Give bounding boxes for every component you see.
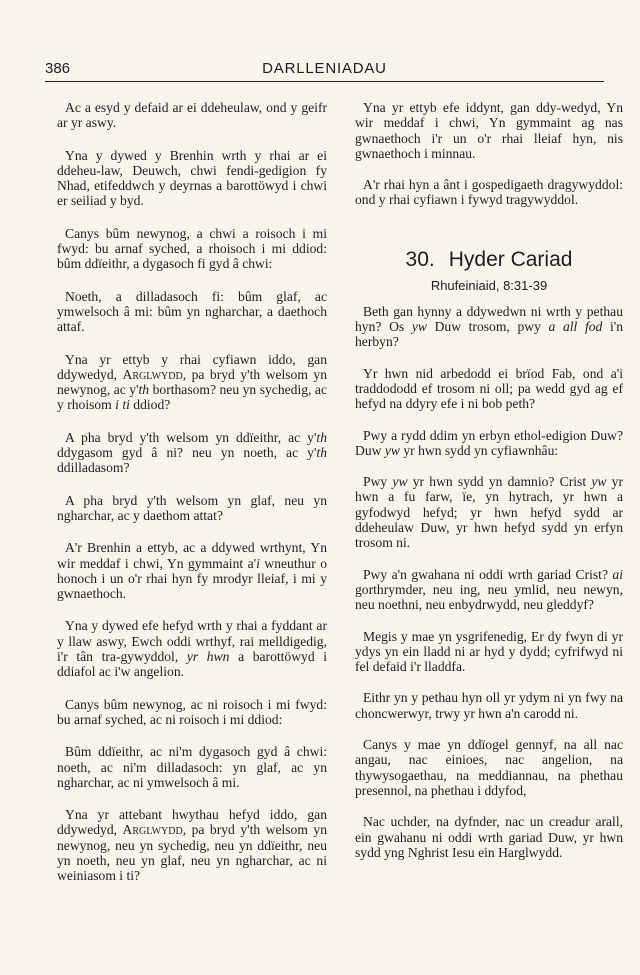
italic-text: a all fod: [548, 319, 603, 335]
verse-text: Yna yr ettyb y rhai cyfiawn iddo, gan ddywedyd,: [57, 351, 327, 382]
header-rule: [45, 81, 604, 82]
verse-paragraph: [57, 430, 327, 476]
left-column: [57, 100, 327, 901]
verse-text: wneuthur o honoch i un o'r rhai hyn fy mrodyr lleiaf, i mi y gwnaethoch.: [57, 555, 327, 602]
verse-paragraph: [355, 474, 623, 550]
verse-paragraph: [355, 629, 623, 675]
verse-text: Canys y mae yn ddïogel gennyf, na all nac angau, nac einioes, nac angelion, na thywysogaethau, na meddiannau, na phethau presennol, na phethau i ddyfod,: [355, 737, 623, 798]
verse-paragraph: [57, 807, 327, 883]
verse-paragraph: [57, 618, 327, 679]
hymn-reading: [355, 304, 623, 860]
small-caps-text: Arglwydd: [122, 366, 183, 382]
verse-text: Yna yr attebant hwythau hefyd iddo, gan ddywedyd,: [57, 807, 327, 838]
verse-text: A pha bryd y'th welsom yn ddïeithr, ac y': [65, 429, 317, 445]
italic-text: yw: [392, 474, 408, 490]
verse-paragraph: [355, 567, 623, 613]
verse-paragraph: [355, 428, 623, 459]
verse-text: gorthrymder, neu ing, neu ymlid, neu newyn, neu noethni, neu enbydrwydd, neu gleddyf?: [355, 581, 623, 613]
italic-text: yr hwn: [186, 649, 230, 665]
italic-text: i ti: [115, 397, 130, 413]
italic-text: yw: [411, 319, 427, 335]
verse-paragraph: [57, 540, 327, 601]
hymn-title: Hyder Cariad: [448, 247, 573, 271]
page-header: [45, 58, 604, 80]
verse-text: A'r rhai hyn a ânt i gospedigaeth dragywyddol: ond y rhai cyfiawn i fywyd tragywyddol.: [355, 177, 623, 208]
verse-paragraph: [57, 352, 327, 413]
verse-text: Ac a esyd y defaid ar ei ddeheulaw, ond y geifr ar yr aswy.: [57, 100, 327, 131]
scripture-reference: Rhufeiniaid, 8:31-39: [430, 277, 548, 293]
italic-text: ai: [612, 566, 623, 582]
hymn-number: 30.: [405, 247, 435, 271]
italic-text: i: [256, 555, 260, 571]
small-caps-text: Arglwydd: [122, 822, 183, 838]
verse-paragraph: [57, 289, 327, 335]
verse-paragraph: [355, 177, 623, 208]
italic-text: th: [138, 382, 150, 398]
verse-text: A pha bryd y'th welsom yn glaf, neu yn ngharchar, ac y daethom attat?: [57, 492, 327, 523]
verse-text: Duw trosom, pwy: [426, 319, 549, 335]
verse-text: Eithr yn y pethau hyn oll yr ydym ni yn fwy na choncwerwyr, trwy yr hwn a'n carodd ni.: [355, 690, 623, 721]
verse-text: i'n herbyn?: [355, 319, 623, 350]
verse-text: Nac uchder, na dyfnder, nac un creadur arall, ein gwahanu ni oddi wrth gariad Duw, yr hwn sydd yng Nghrist Iesu ein Harglwydd.: [355, 814, 623, 860]
verse-text: Beth gan hynny a ddywedwn ni wrth y pethau hyn? Os: [355, 303, 623, 335]
verse-text: , pa bryd y'th welsom yn newynog, ac y': [57, 366, 328, 398]
italic-text: yw: [591, 474, 607, 490]
verse-paragraph: [355, 814, 623, 860]
verse-text: Canys bûm newynog, a chwi a roisoch i mi fwyd: bu arnaf syched, a rhoisoch i mi ddiod: bûm ddïeithr, a dygasoch fi gyd â chwi:: [57, 225, 327, 272]
right-column: [355, 100, 623, 876]
verse-text: Yna y dywed efe hefyd wrth y rhai a fyddant ar y llaw aswy, Ewch oddi wrthyf, rai melldigedig, i'r tân tra-gywyddol,: [57, 618, 327, 665]
verse-paragraph: [57, 148, 327, 209]
hymn-heading: [355, 248, 623, 272]
verse-text: Pwy a rydd ddim yn erbyn ethol-edigion Duw? Duw: [355, 427, 623, 458]
verse-text: yr hwn a fu farw, ïe, yn hytrach, yr hwn a gyfodwyd hefyd; yr hwn hefyd sydd ar ddeheulaw Duw, yr hwn hefyd sydd yn erfyn trosom ni.: [355, 474, 623, 551]
verse-text: Noeth, a dilladasoch fi: bûm glaf, ac ymwelsoch â mi: bûm yn ngharchar, a daethoch attaf.: [57, 288, 327, 335]
verse-paragraph: [57, 493, 327, 524]
italic-text: th: [316, 445, 327, 461]
verse-text: Yna yr ettyb efe iddynt, gan ddy-wedyd, Yn wir meddaf i chwi, Yn gymmaint ag nas gwnaethoch i'r un o'r rhai lleiaf hyn, nis gwnaethoch i minnau.: [355, 100, 623, 161]
page-number: 386: [45, 60, 71, 77]
verse-paragraph: [57, 744, 327, 790]
verse-text: a barottöwyd i ddiafol ac i'w angelion.: [57, 649, 328, 680]
verse-text: Megis y mae yn ysgrifenedig, Er dy fwyn di yr ydys yn ein lladd ni ar hyd y dydd; cyfrifwyd ni fel defaid i'r lladdfa.: [355, 628, 623, 675]
verse-paragraph: [57, 697, 327, 728]
verse-paragraph: [355, 366, 623, 412]
verse-text: borthasom? neu yn sychedig, ac y rhoisom: [57, 382, 327, 413]
verse-text: ddygasom gyd â ni? neu yn noeth, ac y': [57, 445, 317, 461]
verse-paragraph: [355, 737, 623, 798]
verse-paragraph: [57, 100, 327, 131]
verse-paragraph: [355, 304, 623, 350]
verse-text: Yna y dywed y Brenhin wrth y rhai ar ei ddeheu-law, Deuwch, chwi fendi-gedigion fy Nhad, etifeddwch y deyrnas a barottöwyd i chwi er seiliad y byd.: [57, 147, 327, 209]
verse-text: Yr hwn nid arbedodd ei brïod Fab, ond a'i traddododd ef trosom ni oll; pa wedd gyd ag ef hefyd na ddyry efe i ni bob peth?: [355, 365, 623, 412]
verse-text: ddiod?: [129, 397, 171, 413]
verse-text: Pwy: [363, 474, 393, 490]
verse-text: , pa bryd y'th welsom yn newynog, neu yn sychedig, neu yn ddïeithr, neu yn noeth, neu yn glaf, neu yn ngharchar, ac ni weiniasom i ti?: [57, 822, 328, 884]
running-title: DARLLENIADAU: [262, 60, 387, 77]
verse-paragraph: [355, 100, 623, 161]
verse-text: yr hwn sydd yn cyfiawnhâu:: [399, 442, 559, 458]
verse-text: Bûm ddïeithr, ac ni'm dygasoch gyd â chwi: noeth, ac ni'm dilladasoch: yn glaf, ac yn ngharchar, ac ni ymwelsoch â mi.: [57, 744, 327, 790]
italic-text: th: [316, 429, 327, 445]
verse-text: yr hwn sydd yn damnio? Crist: [407, 474, 592, 490]
verse-paragraph: [355, 690, 623, 721]
verse-text: Canys bûm newynog, ac ni roisoch i mi fwyd: bu arnaf syched, ac ni roisoch i mi ddiod:: [57, 696, 327, 727]
reading-continuation: [355, 100, 623, 208]
verse-text: Pwy a'n gwahana ni oddi wrth gariad Crist?: [363, 566, 613, 582]
verse-text: ddilladasom?: [57, 460, 130, 476]
italic-text: yw: [384, 442, 400, 458]
verse-paragraph: [57, 226, 327, 272]
verse-text: A'r Brenhin a ettyb, ac a ddywed wrthynt, Yn wir meddaf i chwi, Yn gymmaint a': [57, 540, 327, 571]
